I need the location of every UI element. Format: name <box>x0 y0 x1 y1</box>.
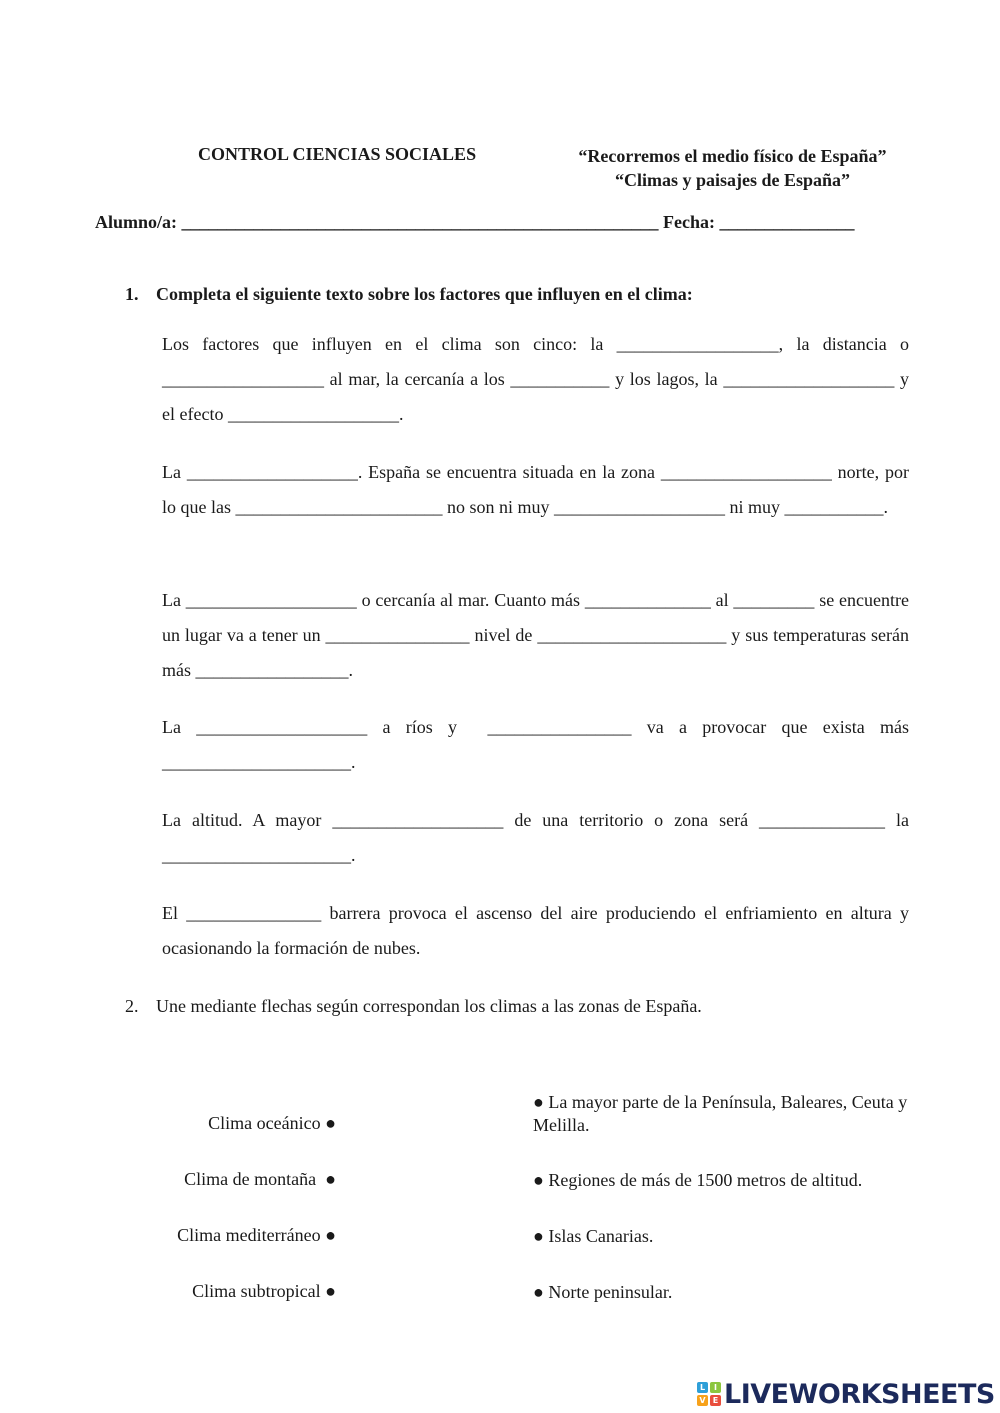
paragraph-sea-distance: La ___________________ o cercanía al mar. Cuanto más ______________ al _________ se encuentre un lugar va a tener un ________________ nivel de _____________________ y sus temperaturas serán más _________________. <box>162 590 914 680</box>
logo-tile-e: E <box>710 1395 721 1406</box>
question-1-prompt <box>125 284 693 305</box>
climate-mediterranean[interactable]: Clima mediterráneo ● <box>177 1225 336 1245</box>
header-right-title-line-1: “Recorremos el medio físico de España” <box>578 146 887 166</box>
zone-high-altitude[interactable]: ● Regiones de más de 1500 metros de altitud. <box>533 1170 863 1190</box>
logo-tile-i: I <box>710 1382 721 1393</box>
logo-tile-v: V <box>697 1395 708 1406</box>
question-1-text: Completa el siguiente texto sobre los factores que influyen en el clima: <box>156 284 693 304</box>
paragraph-factors: Los factores que influyen en el clima son cinco: la __________________, la distancia o __________________ al mar, la cercanía a los ___________ y los lagos, la ___________________ y el efecto ___________________. <box>162 334 914 424</box>
header-left-title: CONTROL CIENCIAS SOCIALES <box>198 144 477 164</box>
climate-subtropical[interactable]: Clima subtropical ● <box>192 1281 336 1301</box>
paragraph-rivers: La ___________________ a ríos y ________________ va a provocar que exista más _____________________. <box>162 717 914 772</box>
zone-north-peninsula[interactable]: ● Norte peninsular. <box>533 1282 673 1302</box>
liveworksheets-logo-icon <box>697 1382 721 1406</box>
climate-mountain[interactable]: Clima de montaña ● <box>184 1169 336 1189</box>
student-name-date-line: Alumno/a: _____________________________________________________ Fecha: _______________ <box>95 212 855 232</box>
paragraph-altitude: La altitud. A mayor ___________________ de una territorio o zona será ______________ la _____________________. <box>162 810 914 865</box>
header-right-title <box>520 144 945 192</box>
liveworksheets-logo-text: LIVEWORKSHEETS <box>724 1378 995 1410</box>
zone-peninsula-baleares[interactable]: ● La mayor parte de la Península, Baleares, Ceuta y Melilla. <box>533 1092 908 1135</box>
paragraph-latitude: La ___________________. España se encuentra situada en la zona ___________________ norte, por lo que las _______________________ no son ni muy ___________________ ni muy ___________. <box>162 462 914 517</box>
header-right-title-line-2: “Climas y paisajes de España” <box>614 170 851 190</box>
question-2-number: 2. <box>125 996 139 1016</box>
climate-oceanic[interactable]: Clima oceánico ● <box>208 1113 336 1133</box>
paragraph-barrier-effect: El _______________ barrera provoca el ascenso del aire produciendo el enfriamiento en altura y ocasionando la formación de nubes. <box>162 903 914 958</box>
question-1-number: 1. <box>125 284 139 304</box>
question-2-text: Une mediante flechas según correspondan los climas a las zonas de España. <box>156 996 702 1016</box>
question-2-prompt <box>125 996 702 1017</box>
zone-canary-islands[interactable]: ● Islas Canarias. <box>533 1226 654 1246</box>
liveworksheets-logo <box>697 1378 995 1410</box>
logo-tile-l: L <box>697 1382 708 1393</box>
